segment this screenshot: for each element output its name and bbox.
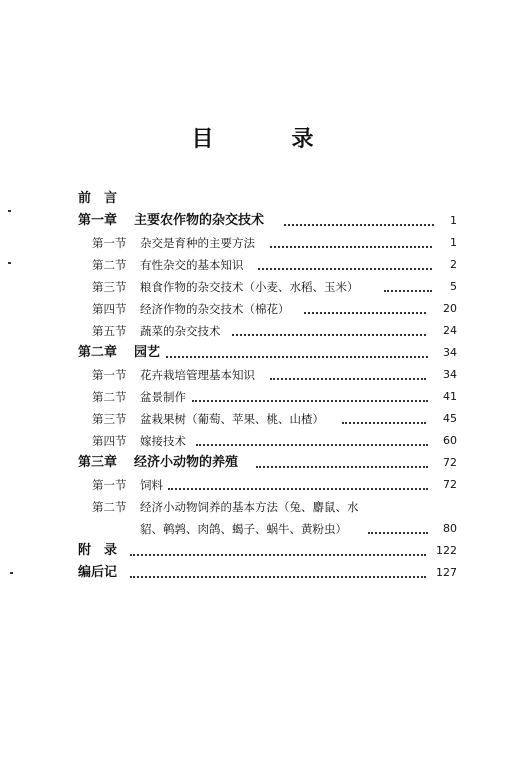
dot-leader — [130, 576, 426, 578]
toc-page-number: 1 — [450, 236, 457, 249]
toc-page-number: 2 — [450, 258, 457, 271]
toc-page-number: 1 — [450, 214, 457, 227]
toc-section-label: 第四节 — [92, 302, 127, 316]
scan-mark — [10, 572, 13, 574]
toc-section-title: 嫁接技术 — [140, 434, 186, 448]
toc-section-title: 盆景制作 — [140, 390, 186, 404]
toc-entry-label: 附 录 — [78, 543, 118, 558]
toc-page-number: 80 — [443, 522, 457, 535]
toc-section-continuation[interactable] — [0, 518, 505, 540]
toc-chapter-title: 经济小动物的养殖 — [134, 455, 239, 470]
dot-leader — [304, 312, 426, 314]
toc-page-number: 41 — [443, 390, 457, 403]
page-title: 目 录 — [191, 127, 342, 152]
toc-chapter-label: 第一章 — [78, 213, 118, 228]
toc-page-number: 20 — [443, 302, 457, 315]
toc-entry-label: 前 言 — [78, 191, 118, 206]
toc-page-number: 72 — [443, 456, 457, 469]
toc-page-number: 34 — [443, 346, 457, 359]
scan-mark — [8, 262, 11, 264]
toc-chapter-title: 主要农作物的杂交技术 — [134, 213, 265, 228]
toc-page-number: 34 — [443, 368, 457, 381]
toc-page-number: 5 — [450, 280, 457, 293]
toc-entry-afterword[interactable] — [0, 562, 505, 584]
toc-section-title: 蔬菜的杂交技术 — [140, 324, 221, 338]
toc-section-label: 第三节 — [92, 280, 127, 294]
scan-mark — [8, 210, 11, 212]
toc-section-title: 花卉栽培管理基本知识 — [140, 368, 255, 382]
toc-entry-label: 编后记 — [78, 565, 118, 580]
toc-section[interactable] — [0, 320, 505, 342]
dot-leader — [368, 532, 428, 534]
toc-section-title: 饲料 — [140, 478, 163, 492]
toc-chapter-1[interactable] — [0, 210, 505, 232]
toc-page-number: 122 — [436, 544, 457, 557]
toc-section-label: 第二节 — [92, 390, 127, 404]
toc-section[interactable] — [0, 276, 505, 298]
dot-leader — [342, 422, 426, 424]
toc-section[interactable] — [0, 232, 505, 254]
toc-section-label: 第一节 — [92, 236, 127, 250]
toc-section-title: 盆栽果树（葡萄、苹果、桃、山楂） — [140, 412, 324, 426]
toc-section-label: 第一节 — [92, 368, 127, 382]
toc-section-label: 第二节 — [92, 500, 127, 514]
toc-section-label: 第五节 — [92, 324, 127, 338]
toc-section-title: 粮食作物的杂交技术（小麦、水稻、玉米） — [140, 280, 359, 294]
toc-page-number: 72 — [443, 478, 457, 491]
dot-leader — [166, 356, 428, 358]
toc-section[interactable] — [0, 254, 505, 276]
toc-entry-preface[interactable] — [0, 188, 505, 210]
toc-section-title: 经济作物的杂交技术（棉花） — [140, 302, 290, 316]
toc-section[interactable] — [0, 298, 505, 320]
toc-section[interactable] — [0, 386, 505, 408]
toc-section-title: 杂交是育种的主要方法 — [140, 236, 255, 250]
toc-section[interactable] — [0, 474, 505, 496]
toc-page-number: 60 — [443, 434, 457, 447]
dot-leader — [196, 444, 428, 446]
toc-chapter-label: 第三章 — [78, 455, 118, 470]
toc-entry-appendix[interactable] — [0, 540, 505, 562]
dot-leader — [192, 400, 428, 402]
toc-page-number: 127 — [436, 566, 457, 579]
dot-leader — [270, 378, 426, 380]
toc-section-title: 经济小动物饲养的基本方法（兔、麝鼠、水 — [140, 500, 359, 514]
toc-section[interactable] — [0, 496, 505, 518]
toc-section-label: 第一节 — [92, 478, 127, 492]
toc-chapter-label: 第二章 — [78, 345, 118, 360]
toc-section-label: 第二节 — [92, 258, 127, 272]
dot-leader — [270, 246, 432, 248]
dot-leader — [258, 268, 432, 270]
toc-section[interactable] — [0, 408, 505, 430]
dot-leader — [130, 554, 426, 556]
toc-chapter-title: 园艺 — [134, 345, 161, 360]
toc-section-label: 第四节 — [92, 434, 127, 448]
dot-leader — [256, 466, 428, 468]
dot-leader — [168, 488, 428, 490]
dot-leader — [384, 290, 432, 292]
dot-leader — [284, 224, 434, 226]
toc-chapter-3[interactable] — [0, 452, 505, 474]
dot-leader — [232, 334, 426, 336]
toc-section-title: 貂、鹌鹑、肉鸽、蝎子、蜗牛、黄粉虫） — [140, 522, 347, 536]
toc-section-title: 有性杂交的基本知识 — [140, 258, 244, 272]
toc-section[interactable] — [0, 430, 505, 452]
toc-page-number: 45 — [443, 412, 457, 425]
toc-page-number: 24 — [443, 324, 457, 337]
toc-section[interactable] — [0, 364, 505, 386]
toc-chapter-2[interactable] — [0, 342, 505, 364]
toc-section-label: 第三节 — [92, 412, 127, 426]
